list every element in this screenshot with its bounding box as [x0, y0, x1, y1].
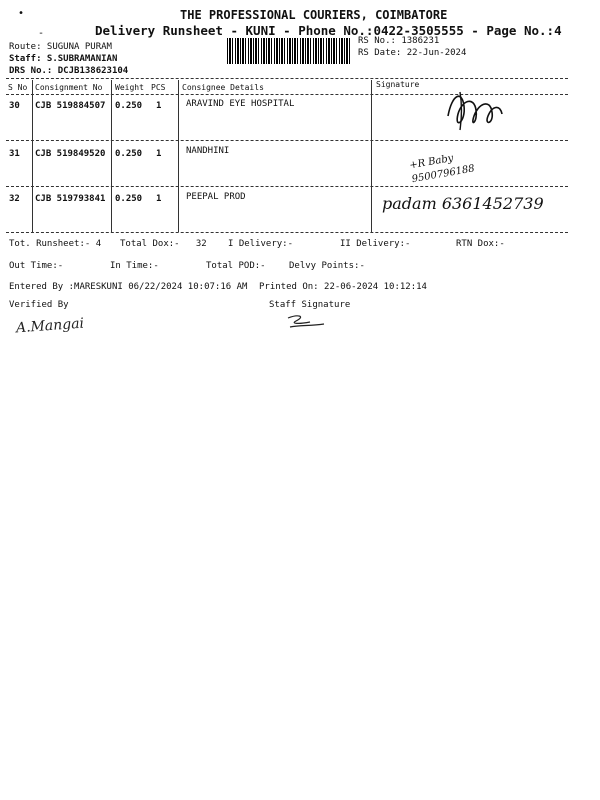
row-consignee: NANDHINI: [186, 146, 230, 156]
out-time: Out Time:-: [9, 261, 64, 271]
rtn-dox: RTN Dox:-: [456, 239, 505, 249]
row-consignment: CJB 519884507: [35, 101, 106, 111]
column-divider: [178, 80, 179, 232]
column-divider: [32, 80, 33, 232]
handwritten-note: padam 6361452739: [382, 194, 544, 213]
printed-on: Printed On: 22-06-2024 10:12:14: [259, 282, 427, 292]
total-pod: Total POD:-: [206, 261, 266, 271]
col-header-consignment: Consignment No: [35, 83, 103, 92]
handwritten-note: +R Baby 9500796188: [408, 152, 476, 186]
i-delivery: I Delivery:-: [228, 239, 294, 249]
company-title: THE PROFESSIONAL COURIERS, COIMBATORE: [180, 8, 448, 22]
in-time: In Time:-: [110, 261, 159, 271]
staff-signature-scribble: [284, 312, 330, 332]
route-label: Route: SUGUNA PURAM: [9, 42, 112, 52]
ii-delivery: II Delivery:-: [340, 239, 411, 249]
row-pcs: 1: [156, 149, 162, 159]
row-consignment: CJB 519793841: [35, 194, 106, 204]
col-header-signature: Signature: [376, 80, 420, 89]
delvy-points: Delvy Points:-: [289, 261, 365, 271]
table-top-rule: [6, 78, 568, 79]
row-consignee: ARAVIND EYE HOSPITAL: [186, 99, 295, 109]
col-header-weight: Weight: [115, 83, 144, 92]
row-separator: [6, 186, 568, 187]
rs-number: RS No.: 1386231: [358, 36, 440, 46]
row-sno: 30: [9, 101, 20, 111]
drs-number: DRS No.: DCJB138623104: [9, 66, 129, 76]
row-weight: 0.250: [115, 101, 143, 111]
row-consignee: PEEPAL PROD: [186, 192, 246, 202]
rs-date: RS Date: 22-Jun-2024: [358, 48, 467, 58]
signature-scribble: [440, 86, 510, 134]
col-header-pcs: PCS: [151, 83, 166, 92]
scan-mark: -: [38, 28, 45, 39]
row-pcs: 1: [156, 101, 162, 111]
scan-mark: •: [18, 8, 25, 19]
table-bottom-rule: [6, 232, 568, 233]
row-consignment: CJB 519849520: [35, 149, 106, 159]
staff-signature-label: Staff Signature: [269, 300, 351, 310]
verified-by-label: Verified By: [9, 300, 69, 310]
runsheet-title: Delivery Runsheet - KUNI - Phone No.:0422-3505555 - Page No.:4: [95, 23, 562, 38]
barcode: [227, 38, 352, 64]
tot-runsheet: Tot. Runsheet:- 4: [9, 239, 102, 249]
column-divider: [111, 80, 112, 232]
row-weight: 0.250: [115, 194, 143, 204]
row-sno: 32: [9, 194, 20, 204]
row-separator: [6, 140, 568, 141]
total-dox: Total Dox:- 32: [120, 239, 207, 249]
column-divider: [371, 80, 372, 232]
row-sno: 31: [9, 149, 20, 159]
staff-label: Staff: S.SUBRAMANIAN: [9, 54, 118, 64]
entered-by: Entered By :MARESKUNI 06/22/2024 10:07:16 AM: [9, 282, 248, 292]
row-weight: 0.250: [115, 149, 143, 159]
row-pcs: 1: [156, 194, 162, 204]
col-header-consignee: Consignee Details: [182, 83, 264, 92]
col-header-sno: S No: [8, 83, 28, 92]
verified-signature: A.Mangai: [15, 315, 85, 337]
